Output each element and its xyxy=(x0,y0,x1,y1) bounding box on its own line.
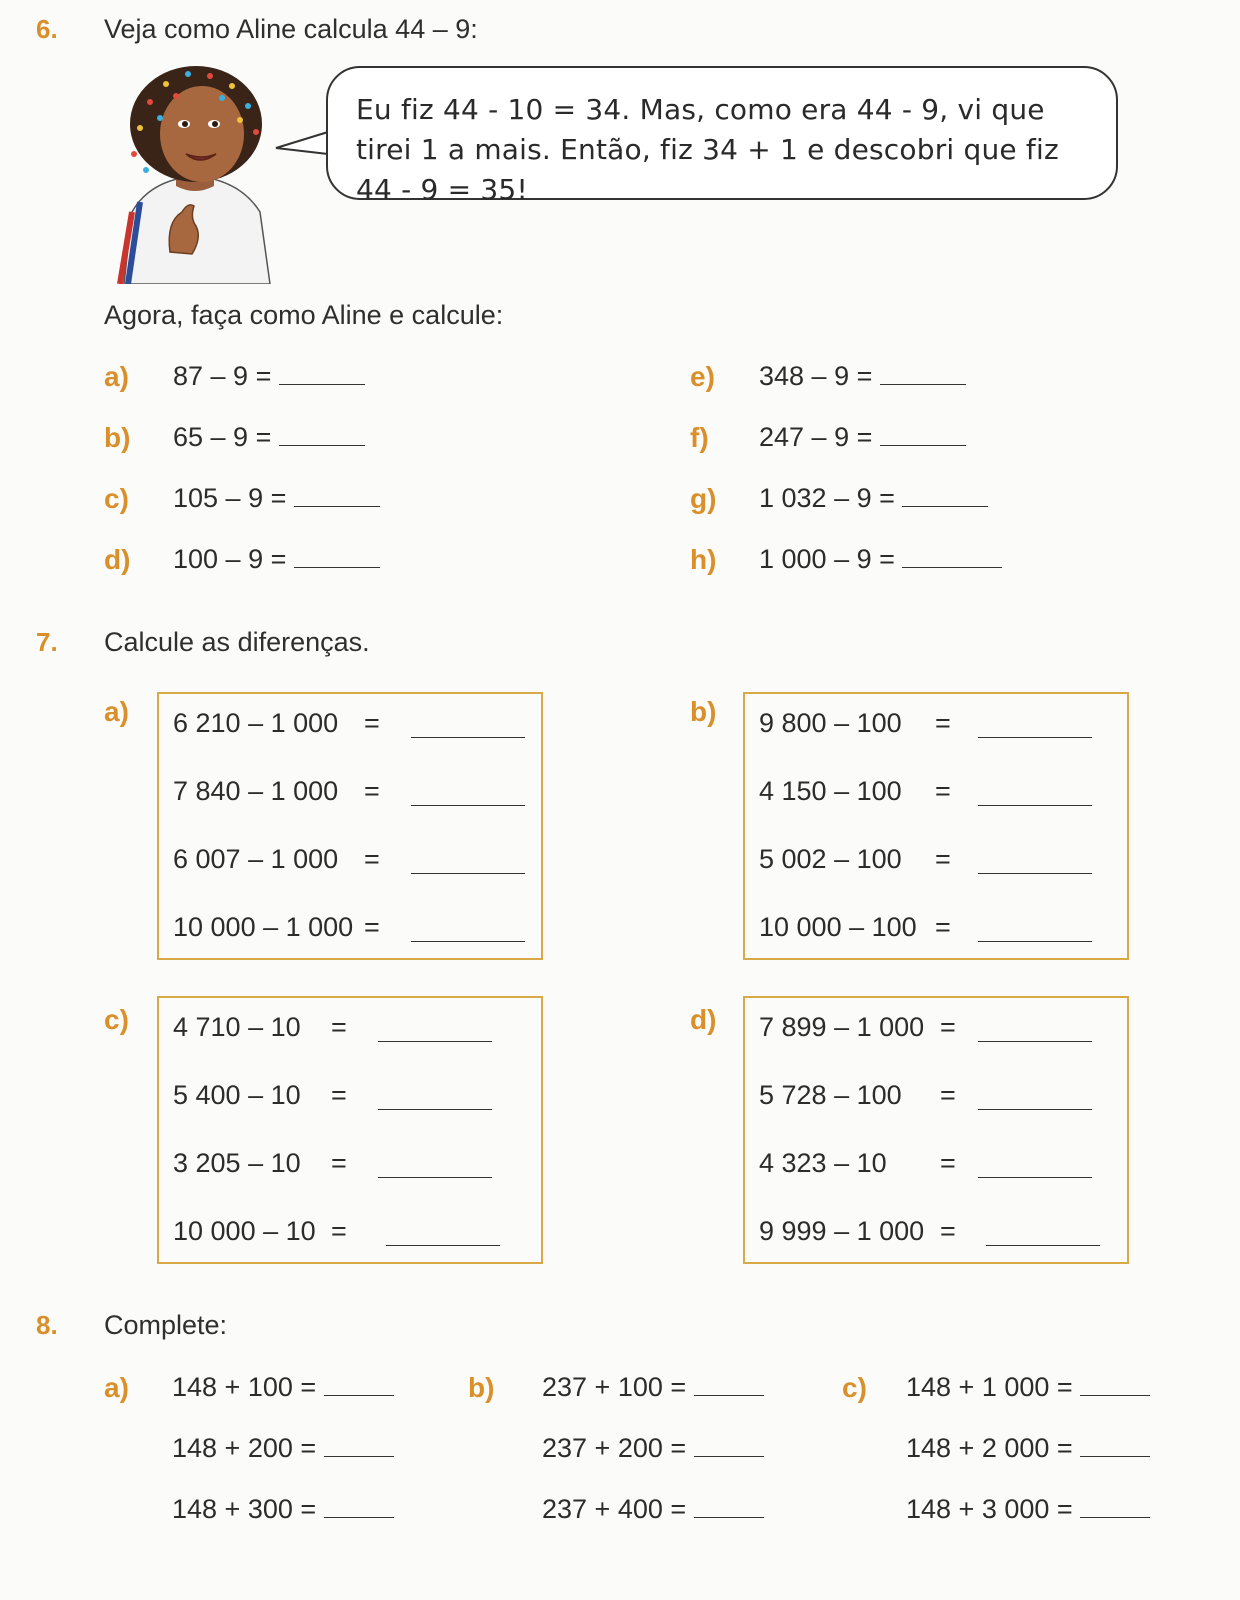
equals-sign: = xyxy=(940,1148,956,1178)
question-7-title: Calcule as diferenças. xyxy=(104,627,370,657)
question-6-title: Veja como Aline calcula 44 – 9: xyxy=(104,14,478,44)
exercise-item: 1 032 – 9 = xyxy=(759,483,988,514)
box-label: b) xyxy=(690,696,717,727)
answer-blank[interactable] xyxy=(279,444,365,446)
box-row: 3 205 – 10 xyxy=(173,1148,301,1178)
answer-blank[interactable] xyxy=(978,940,1092,942)
box-row: 6 007 – 1 000 xyxy=(173,844,339,874)
box-row: 5 728 – 100 xyxy=(759,1080,902,1110)
answer-blank[interactable] xyxy=(279,383,365,385)
box-row: 10 000 – 100 xyxy=(759,912,917,942)
answer-blank[interactable] xyxy=(978,736,1092,738)
box-row: 10 000 – 10 xyxy=(173,1216,316,1246)
item-label: h) xyxy=(690,544,717,575)
equals-sign: = xyxy=(935,844,951,874)
box-row: 9 999 – 1 000 xyxy=(759,1216,925,1246)
speech-bubble-tail xyxy=(274,128,334,168)
exercise-item: 148 + 200 = xyxy=(172,1433,394,1464)
answer-blank[interactable] xyxy=(694,1455,764,1457)
answer-blank[interactable] xyxy=(378,1040,492,1042)
equals-sign: = xyxy=(331,1080,347,1110)
item-label: a) xyxy=(104,361,129,392)
answer-blank[interactable] xyxy=(978,1176,1092,1178)
box-row: 4 150 – 100 xyxy=(759,776,902,806)
speech-text: Eu fiz 44 - 10 = 34. Mas, como era 44 - 9, vi que tirei 1 a mais. Então, fiz 34 + 1 e descobri que fiz 44 - 9 = 35! xyxy=(356,93,1059,206)
item-label: c) xyxy=(104,483,129,514)
item-label: f) xyxy=(690,422,709,453)
equals-sign: = xyxy=(940,1080,956,1110)
box-row: 7 899 – 1 000 xyxy=(759,1012,925,1042)
answer-blank[interactable] xyxy=(694,1394,764,1396)
equals-sign: = xyxy=(935,912,951,942)
answer-blank[interactable] xyxy=(880,444,966,446)
answer-blank[interactable] xyxy=(378,1108,492,1110)
exercise-item: 100 – 9 = xyxy=(173,544,380,575)
item-label: e) xyxy=(690,361,715,392)
exercise-item: 237 + 100 = xyxy=(542,1372,764,1403)
equals-sign: = xyxy=(331,1148,347,1178)
box-row: 6 210 – 1 000 xyxy=(173,708,339,738)
equals-sign: = xyxy=(364,776,380,806)
answer-blank[interactable] xyxy=(411,804,525,806)
answer-blank[interactable] xyxy=(978,804,1092,806)
equals-sign: = xyxy=(331,1012,347,1042)
equals-sign: = xyxy=(935,776,951,806)
group-label: c) xyxy=(842,1372,867,1403)
exercise-item: 65 – 9 = xyxy=(173,422,365,453)
exercise-box-a xyxy=(157,692,543,960)
answer-blank[interactable] xyxy=(880,383,966,385)
exercise-item: 237 + 200 = xyxy=(542,1433,764,1464)
equals-sign: = xyxy=(940,1216,956,1246)
equals-sign: = xyxy=(364,912,380,942)
speech-bubble xyxy=(326,66,1118,206)
equals-sign: = xyxy=(940,1012,956,1042)
equals-sign: = xyxy=(364,708,380,738)
aline-character-illustration xyxy=(110,62,280,284)
box-label: d) xyxy=(690,1004,717,1035)
question-6-instruction: Agora, faça como Aline e calcule: xyxy=(104,300,504,330)
exercise-item: 148 + 300 = xyxy=(172,1494,394,1525)
answer-blank[interactable] xyxy=(978,872,1092,874)
exercise-item: 148 + 2 000 = xyxy=(906,1433,1150,1464)
exercise-item: 148 + 100 = xyxy=(172,1372,394,1403)
exercise-item: 105 – 9 = xyxy=(173,483,380,514)
answer-blank[interactable] xyxy=(1080,1516,1150,1518)
group-label: a) xyxy=(104,1372,129,1403)
item-label: g) xyxy=(690,483,717,514)
answer-blank[interactable] xyxy=(978,1108,1092,1110)
exercise-item: 348 – 9 = xyxy=(759,361,966,392)
answer-blank[interactable] xyxy=(411,940,525,942)
question-8-title: Complete: xyxy=(104,1310,228,1340)
answer-blank[interactable] xyxy=(694,1516,764,1518)
answer-blank[interactable] xyxy=(411,736,525,738)
box-row: 7 840 – 1 000 xyxy=(173,776,339,806)
answer-blank[interactable] xyxy=(411,872,525,874)
exercise-box-d xyxy=(743,996,1129,1264)
exercise-item: 87 – 9 = xyxy=(173,361,365,392)
answer-blank[interactable] xyxy=(902,566,1002,568)
item-label: d) xyxy=(104,544,131,575)
item-label: b) xyxy=(104,422,131,453)
box-row: 10 000 – 1 000 xyxy=(173,912,354,942)
question-8-number: 8. xyxy=(36,1310,58,1340)
answer-blank[interactable] xyxy=(978,1040,1092,1042)
answer-blank[interactable] xyxy=(1080,1455,1150,1457)
answer-blank[interactable] xyxy=(294,505,380,507)
answer-blank[interactable] xyxy=(294,566,380,568)
box-row: 9 800 – 100 xyxy=(759,708,902,738)
box-row: 4 323 – 10 xyxy=(759,1148,887,1178)
exercise-item: 1 000 – 9 = xyxy=(759,544,1002,575)
answer-blank[interactable] xyxy=(324,1516,394,1518)
equals-sign: = xyxy=(331,1216,347,1246)
answer-blank[interactable] xyxy=(986,1244,1100,1246)
answer-blank[interactable] xyxy=(902,505,988,507)
answer-blank[interactable] xyxy=(386,1244,500,1246)
box-row: 4 710 – 10 xyxy=(173,1012,301,1042)
question-7-number: 7. xyxy=(36,627,58,657)
box-label: c) xyxy=(104,1004,129,1035)
group-label: b) xyxy=(468,1372,495,1403)
box-label: a) xyxy=(104,696,129,727)
exercise-item: 247 – 9 = xyxy=(759,422,966,453)
box-row: 5 400 – 10 xyxy=(173,1080,301,1110)
answer-blank[interactable] xyxy=(324,1394,394,1396)
exercise-item: 237 + 400 = xyxy=(542,1494,764,1525)
exercise-item: 148 + 1 000 = xyxy=(906,1372,1150,1403)
exercise-box-b xyxy=(743,692,1129,960)
equals-sign: = xyxy=(935,708,951,738)
question-6-number: 6. xyxy=(36,14,58,44)
answer-blank[interactable] xyxy=(378,1176,492,1178)
equals-sign: = xyxy=(364,844,380,874)
answer-blank[interactable] xyxy=(324,1455,394,1457)
exercise-item: 148 + 3 000 = xyxy=(906,1494,1150,1525)
box-row: 5 002 – 100 xyxy=(759,844,902,874)
exercise-box-c xyxy=(157,996,543,1264)
answer-blank[interactable] xyxy=(1080,1394,1150,1396)
